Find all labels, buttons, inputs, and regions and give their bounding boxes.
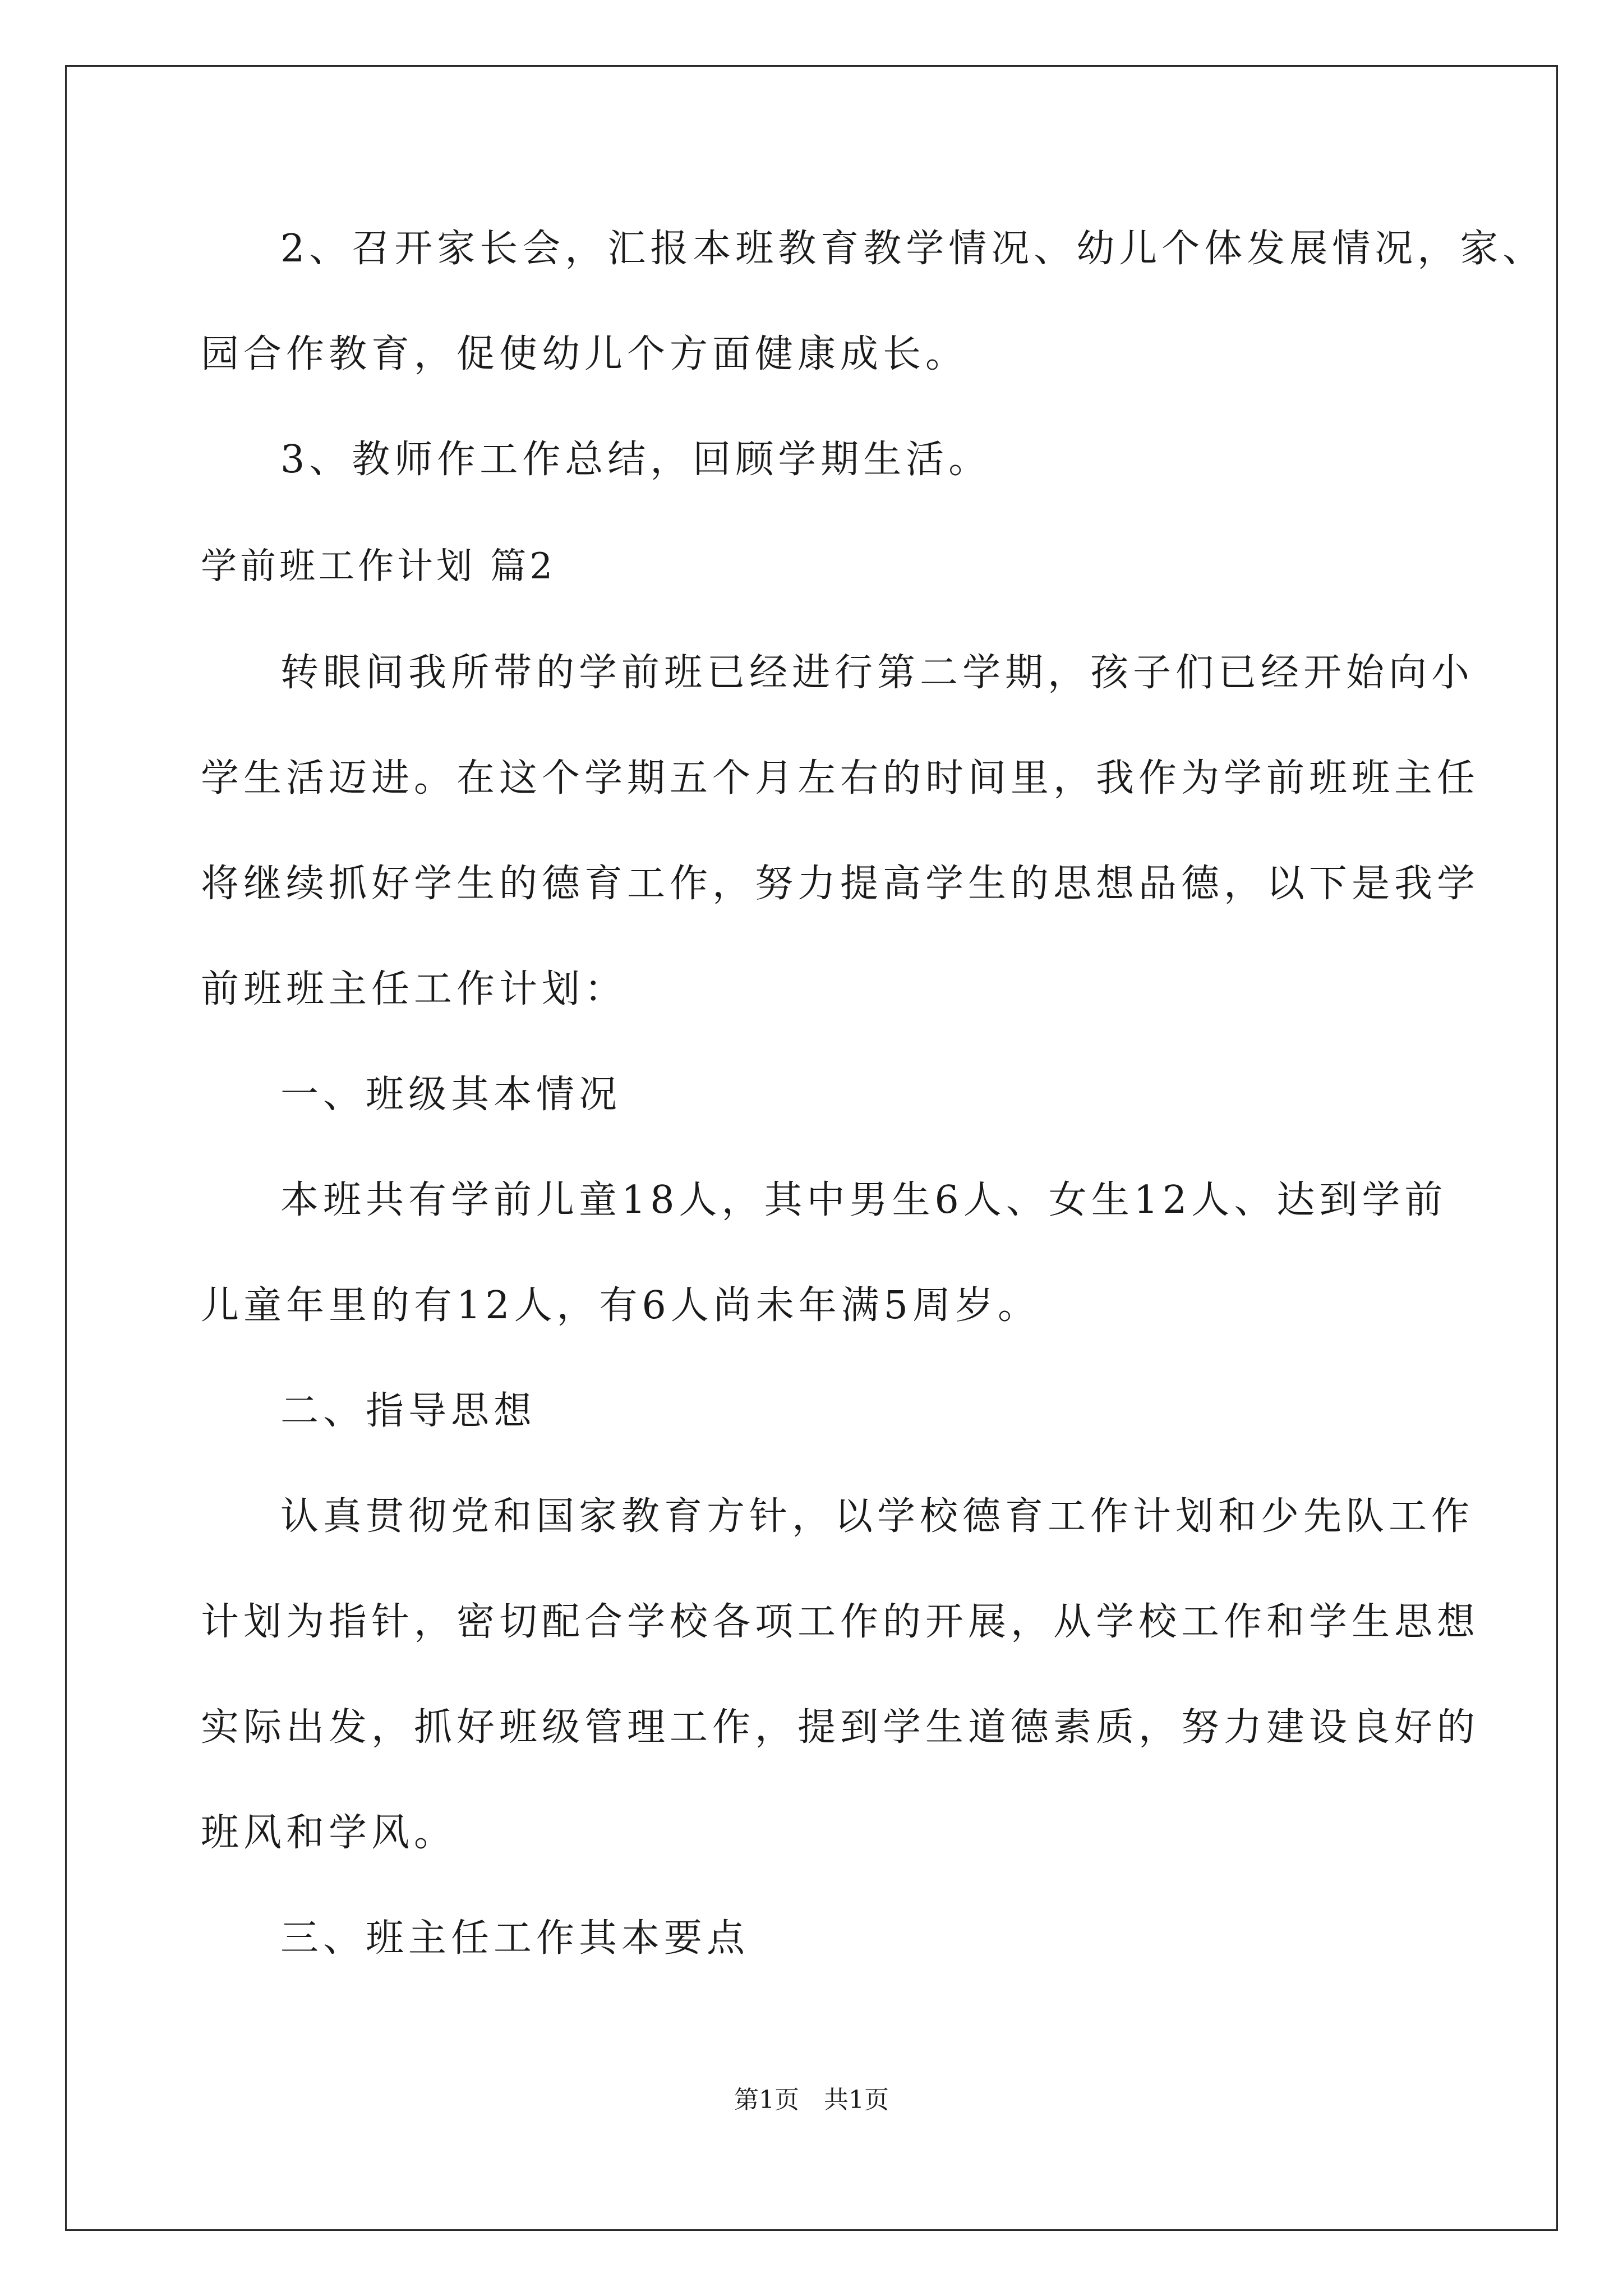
- subheading: 一、班级其本情况: [280, 1073, 622, 1117]
- section-title: 学前班工作计划 篇2: [201, 546, 556, 587]
- paragraph-line: 将继续抓好学生的德育工作，努力提高学生的思想品德，以下是我学: [201, 862, 1480, 906]
- page-border: [65, 65, 1558, 2231]
- subheading: 二、指导思想: [280, 1389, 537, 1433]
- paragraph-line: 学生活迈进。在这个学期五个月左右的时间里，我作为学前班班主任: [201, 756, 1480, 800]
- paragraph-line: 实际出发，抓好班级管理工作，提到学生道德素质，努力建设良好的: [201, 1705, 1480, 1750]
- paragraph-line: 计划为指针，密切配合学校各项工作的开展，从学校工作和学生思想: [201, 1600, 1480, 1644]
- paragraph-line: 本班共有学前儿童18人，其中男生6人、女生12人、达到学前: [280, 1178, 1447, 1222]
- paragraph-line: 认真贯彻党和国家教育方针，以学校德育工作计划和少先队工作: [280, 1494, 1474, 1539]
- paragraph-line: 前班班主任工作计划：: [201, 967, 628, 1011]
- paragraph-line: 园合作教育，促使幼儿个方面健康成长。: [201, 332, 969, 376]
- paragraph-line: 3、教师作工作总结，回顾学期生活。: [280, 438, 992, 482]
- paragraph-line: 2、召开家长会，汇报本班教育教学情况、幼儿个体发展情况，家、: [280, 227, 1546, 271]
- paragraph-line: 儿童年里的有12人，有6人尚未年满5周岁。: [201, 1283, 1041, 1328]
- page-footer: 第1页 共1页: [734, 2086, 889, 2114]
- paragraph-line: 转眼间我所带的学前班已经进行第二学期，孩子们已经开始向小: [280, 651, 1474, 695]
- subheading: 三、班主任工作其本要点: [280, 1916, 750, 1961]
- paragraph-line: 班风和学风。: [201, 1811, 457, 1855]
